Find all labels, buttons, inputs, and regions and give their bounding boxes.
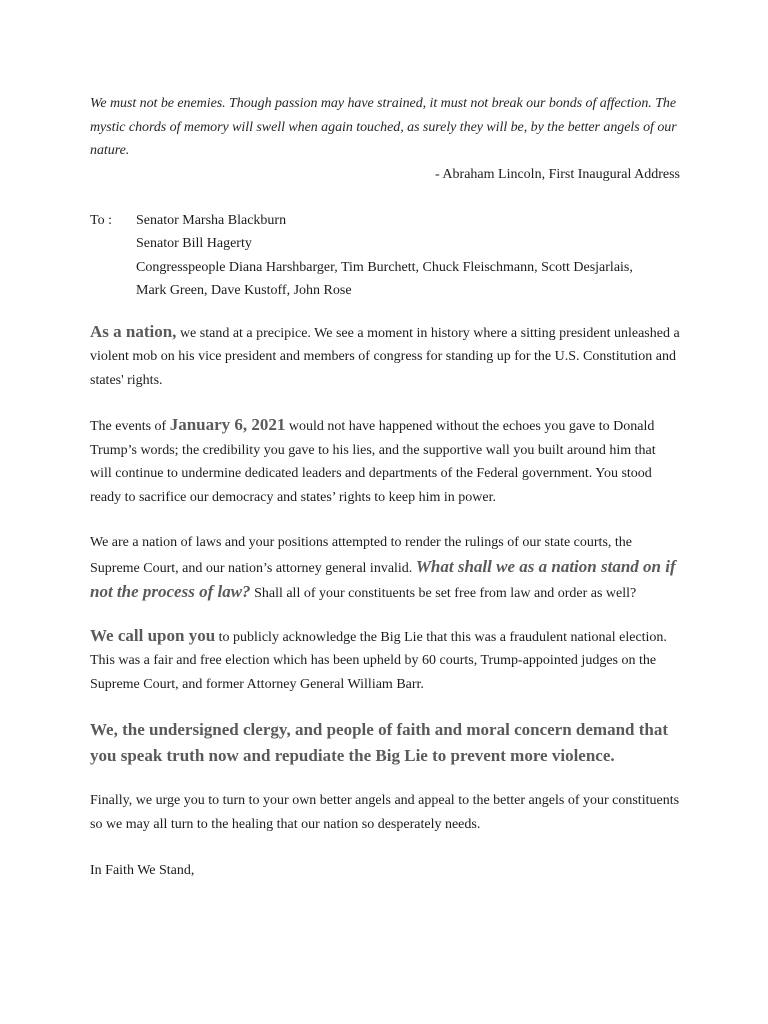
paragraph-call	[90, 624, 680, 697]
recipient-line: Senator Marsha Blackburn	[136, 212, 287, 228]
events-before: The events of	[90, 419, 170, 434]
recipient-line: Congresspeople Diana Harshbarger, Tim Burchett, Chuck Fleischmann, Scott Desjarlais,	[136, 259, 633, 275]
addressee-block	[90, 209, 680, 303]
recipient-line: Senator Bill Hagerty	[136, 236, 252, 251]
recipient-line: Mark Green, Dave Kustoff, John Rose	[136, 283, 352, 298]
paragraph-nation	[90, 320, 680, 393]
laws-question: What shall we as a nation stand on if not the process of law?	[90, 556, 676, 601]
paragraph-finally: Finally, we urge you to turn to your own better angels and appeal to the better angels of your constituents so we may all turn to the healing that our nation so desperately needs.	[90, 793, 680, 832]
recipient-list	[136, 209, 680, 303]
events-date: January 6, 2021	[169, 415, 286, 434]
call-lead: We call upon you	[90, 625, 216, 645]
nation-lead: As a nation,	[90, 321, 177, 341]
paragraph-laws	[90, 531, 680, 606]
events-after: would not have happened without the echoes you gave to Donald Trump’s words; the credibility you gave to his lies, and the supportive wall you built around him that will continue to undermine dedicated leaders and departments of the Federal government. You stood ready to sacrifice our democracy and states’ rights to keep him in power.	[90, 419, 656, 505]
lincoln-quote: We must not be enemies. Though passion may have strained, it must not break our bonds of affection. The mystic chords of memory will swell when again touched, as surely they will be, by the better angels of our nature.	[90, 96, 677, 158]
laws-before: We are a nation of laws and your positions attempted to render the rulings of our state courts, the Supreme Court, and our nation’s attorney general invalid.	[90, 535, 633, 576]
letter-page	[90, 92, 680, 883]
paragraph-demand: We, the undersigned clergy, and people of faith and moral concern demand that you speak truth now and repudiate the Big Lie to prevent more violence.	[90, 720, 669, 765]
laws-after: Shall all of your constituents be set free from law and order as well?	[250, 586, 637, 601]
closing-line: In Faith We Stand,	[90, 863, 195, 878]
call-text: to publicly acknowledge the Big Lie that this was a fraudulent national election. This was a fair and free election which has been upheld by 60 courts, Trump-appointed judges on the Supreme Court, and former Attorney General William Barr.	[90, 629, 667, 692]
nation-text: we stand at a precipice. We see a moment in history where a sitting president unleashed a violent mob on his vice president and members of congress for standing up for the U.S. Constitution and states' rights.	[90, 325, 680, 388]
paragraph-events	[90, 413, 680, 509]
to-label: To :	[90, 212, 112, 228]
quote-attribution: - Abraham Lincoln, First Inaugural Address	[435, 166, 680, 182]
